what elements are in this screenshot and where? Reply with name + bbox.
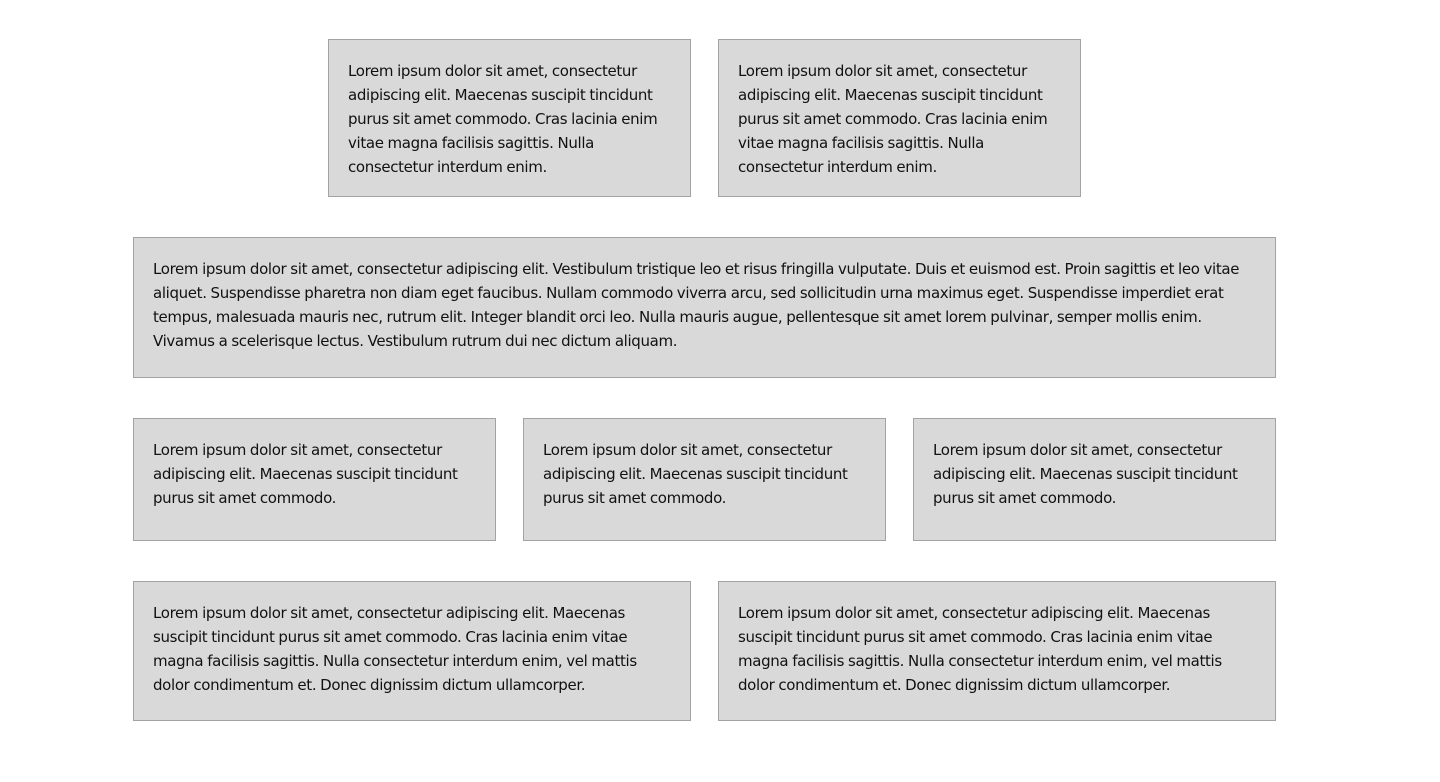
content-box-wide: [133, 237, 1276, 378]
box-text: Lorem ipsum dolor sit amet, consectetur adipiscing elit. Maecenas suscipit tincidunt purus sit amet commodo.: [543, 441, 848, 507]
content-box-half: [718, 581, 1276, 721]
content-box: [913, 418, 1276, 541]
box-text: Lorem ipsum dolor sit amet, consectetur adipiscing elit. Maecenas suscipit tincidunt purus sit amet commodo. Cras lacinia enim vitae magna facilisis sagittis. Nulla consectetur interdum enim, vel mattis dolor condimentum et. Donec dignissim dictum ullamcorper.: [738, 604, 1222, 694]
box-text: Lorem ipsum dolor sit amet, consectetur adipiscing elit. Maecenas suscipit tincidunt purus sit amet commodo.: [153, 441, 458, 507]
content-box: [523, 418, 886, 541]
box-text: Lorem ipsum dolor sit amet, consectetur adipiscing elit. Maecenas suscipit tincidunt purus sit amet commodo. Cras lacinia enim vitae magna facilisis sagittis. Nulla consectetur interdum enim, vel mattis dolor condimentum et. Donec dignissim dictum ullamcorper.: [153, 604, 637, 694]
box-text: Lorem ipsum dolor sit amet, consectetur adipiscing elit. Vestibulum tristique leo et risus fringilla vulputate. Duis et euismod est. Proin sagittis et leo vitae aliquet. Suspendisse pharetra non diam eget faucibus. Nullam commodo viverra arcu, sed sollicitudin urna maximus eget. Suspendisse imperdiet erat tempus, malesuada mauris nec, rutrum elit. Integer blandit orci leo. Nulla mauris augue, pellentesque sit amet lorem pulvinar, semper mollis enim. Vivamus a scelerisque lectus. Vestibulum rutrum dui nec dictum aliquam.: [153, 260, 1240, 350]
content-box: [328, 39, 691, 197]
content-box: [718, 39, 1081, 197]
box-text: Lorem ipsum dolor sit amet, consectetur adipiscing elit. Maecenas suscipit tincidunt purus sit amet commodo. Cras lacinia enim vitae magna facilisis sagittis. Nulla consectetur interdum enim.: [348, 62, 658, 176]
content-box-half: [133, 581, 691, 721]
box-text: Lorem ipsum dolor sit amet, consectetur adipiscing elit. Maecenas suscipit tincidunt purus sit amet commodo.: [933, 441, 1238, 507]
content-box: [133, 418, 496, 541]
box-text: Lorem ipsum dolor sit amet, consectetur adipiscing elit. Maecenas suscipit tincidunt purus sit amet commodo. Cras lacinia enim vitae magna facilisis sagittis. Nulla consectetur interdum enim.: [738, 62, 1048, 176]
